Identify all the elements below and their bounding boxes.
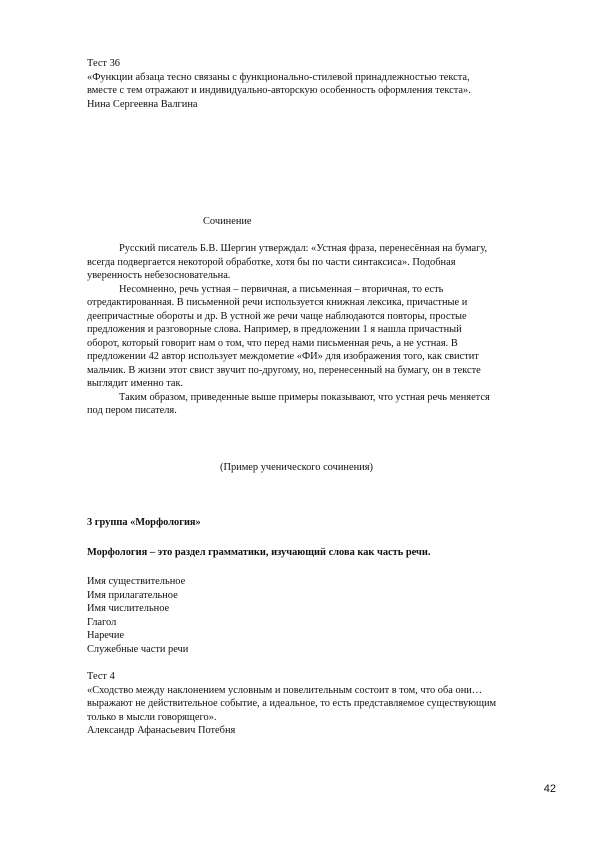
list-item: Наречие (87, 630, 125, 641)
essay-paragraph-2-line-1: Несомненно, речь устная – первичная, а письменная – вторичная, то есть (119, 283, 444, 295)
list-item: Глагол (87, 616, 117, 628)
essay-paragraph-2-line-8: выглядит именно так. (87, 378, 184, 389)
parts-of-speech-list (87, 575, 559, 656)
test-4-author: Александр Афанасьевич Потебня (87, 725, 236, 736)
morphology-definition-block (87, 546, 559, 560)
test-4-quote-line-2: выражают не действительное событие, а идеальное, то есть представляемое существующим (87, 698, 497, 709)
essay-heading-block (87, 215, 559, 229)
essay-paragraph-1-line-1: Русский писатель Б.В. Шергин утверждал: «Устная фраза, перенесённая на бумагу, (119, 243, 488, 254)
essay-paragraph-1-line-2: всегда подвергается некоторой обработке, хотя бы по части синтаксиса». Подобная (87, 256, 456, 268)
morphology-definition: Морфология – это раздел грамматики, изучающий слова как часть речи. (87, 547, 431, 558)
test-36-author: Нина Сергеевна Валгина (87, 98, 198, 110)
essay-note-block (87, 461, 559, 475)
essay-paragraph-2-line-5: оборот, который говорит нам о том, что перед нами письменная речь, а не устная. В (87, 337, 458, 349)
test-36-quote-line-2: вместе с тем отражают и индивидуально-авторскую особенность оформления текста». (87, 85, 471, 96)
essay-paragraph-2-line-4: предложения и разговорные слова. Например, в предложении 1 я нашла причастный (87, 324, 462, 335)
group-3-title-block (87, 516, 559, 530)
essay-paragraph-2-line-3: деепричастные обороты и др. В устной же речи чаще наблюдаются повторы, простые (87, 310, 467, 322)
essay-paragraph-2-line-6: предложении 42 автор использует междометие «ФИ» для изображения того, как свистит (87, 351, 479, 362)
list-item: Имя прилагательное (87, 589, 178, 601)
test-36-section (87, 57, 559, 111)
essay-heading: Сочинение (203, 216, 252, 227)
list-item: Имя существительное (87, 576, 186, 587)
essay-paragraph-3-line-1: Таким образом, приведенные выше примеры показывают, что устная речь меняется (119, 391, 490, 403)
list-item: Имя числительное (87, 603, 170, 614)
test-4-quote-line-1: «Сходство между наклонением условным и повелительным состоит в том, что оба они… (87, 684, 483, 696)
essay-paragraph-1-line-3: уверенность небезосновательна. (87, 270, 231, 281)
test-36-quote-line-1: «Функции абзаца тесно связаны с функционально-стилевой принадлежностью текста, (87, 71, 470, 83)
test-4-quote-line-3: только в мысли говорящего». (87, 711, 217, 723)
group-3-title: 3 группа «Морфология» (87, 517, 201, 528)
test-4-title: Тест 4 (87, 671, 115, 682)
essay-body (87, 242, 559, 418)
page-number: 42 (543, 783, 556, 795)
essay-paragraph-2-line-7: мальчик. В жизни этот свист звучит по-другому, но, перенесенный на бумагу, он в тексте (87, 364, 481, 376)
test-36-title: Тест 36 (87, 58, 120, 69)
test-4-section (87, 670, 559, 738)
list-item: Служебные части речи (87, 643, 189, 655)
essay-note: (Пример ученического сочинения) (220, 462, 373, 473)
essay-paragraph-2-line-2: отредактированная. В письменной речи используется книжная лексика, причастные и (87, 297, 468, 308)
essay-paragraph-3-line-2: под пером писателя. (87, 405, 177, 416)
